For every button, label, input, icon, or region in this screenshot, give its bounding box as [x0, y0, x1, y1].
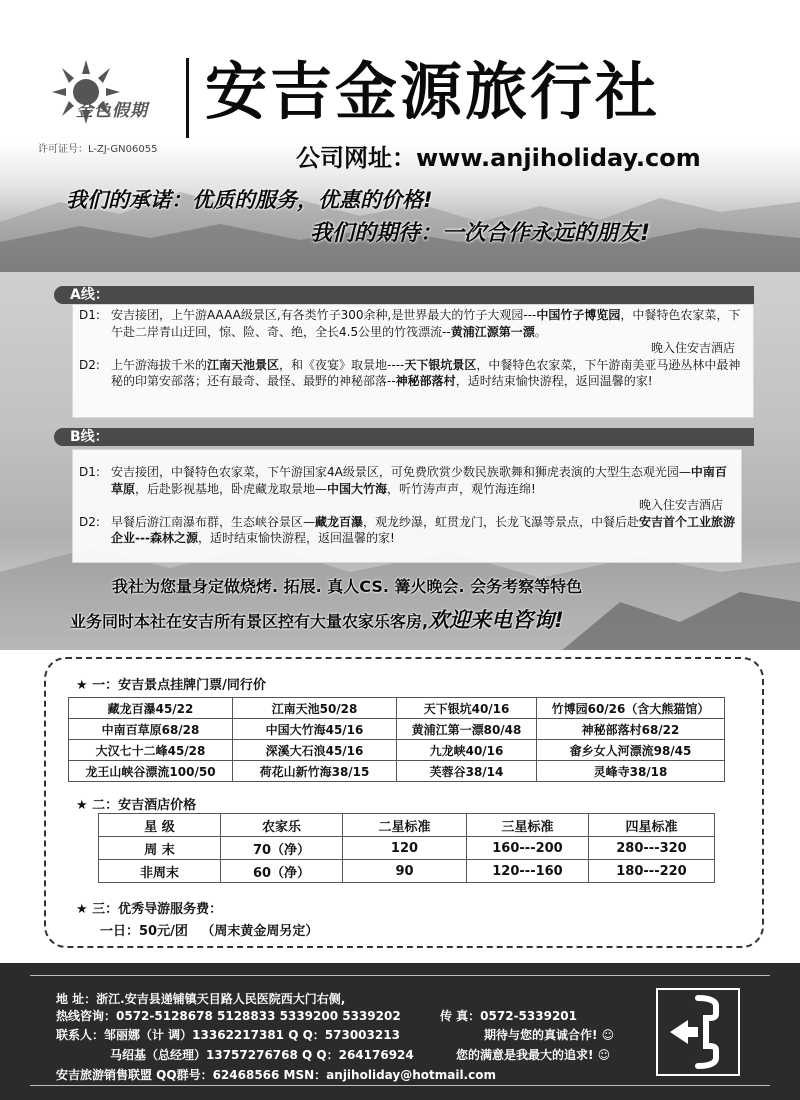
footer-rule-bottom [30, 1085, 770, 1086]
day-description: 上午游海拔千米的江南天池景区，和《夜宴》取景地----天下银坑景区，中餐特色农家菜，下午游南美亚马逊丛林中最神秘的印第安部落；还有最奇、最怪、最野的神秘部落--神秘部落村，适时结束愉快游程，返回温馨的家! [111, 357, 741, 388]
ticket-cell: 灵峰寺38/18 [537, 761, 725, 782]
table-row [69, 719, 725, 740]
ticket-cell: 江南天池50/28 [233, 698, 397, 719]
hotel-cell: 70（净） [221, 837, 343, 860]
day-description: 早餐后游江南瀑布群，生态峡谷景区—藏龙百瀑，观龙纱瀑，虹贯龙门，长龙飞瀑等景点，中餐后赴安吉首个工业旅游企业---森林之源，适时结束愉快游程，返回温馨的家! [111, 514, 736, 545]
phone-handset-icon [658, 990, 738, 1074]
table-row [99, 860, 715, 883]
hotel-cell: 180---220 [589, 860, 715, 883]
ticket-cell: 中南百草原68/28 [69, 719, 233, 740]
ticket-cell: 深溪大石浪45/16 [233, 740, 397, 761]
day-label: D2: [79, 514, 100, 529]
ticket-price-table [68, 697, 725, 782]
footer-hotline: 热线咨询：0572-5128678 5128833 5339200 5339202 [56, 1009, 401, 1023]
ticket-cell: 天下银坑40/16 [397, 698, 537, 719]
ticket-cell: 竹博园60/26（含大熊猫馆） [537, 698, 725, 719]
hotel-cell: 120---160 [467, 860, 589, 883]
ticket-cell: 神秘部落村68/22 [537, 719, 725, 740]
route-b-tab: B线： [54, 428, 754, 446]
footer-fax: 传 真：0572-5339201 [440, 1009, 578, 1023]
column-header: 四星标准 [589, 814, 715, 837]
hotel-cell: 60（净） [221, 860, 343, 883]
logo-text: 金色假期 [76, 101, 148, 121]
day-description: 安吉接团，上午游AAAA级景区,有各类竹子300余种,是世界最大的竹子大观园---中国竹子博览园，中餐特色农家菜，下午赴二岸青山迂回，惊、险、奇、绝，全长4.5公里的竹筏漂流--黄浦江源第一漂。 [111, 308, 741, 339]
slogan-expectation: 我们的期待：一次合作永远的朋友! [310, 221, 651, 246]
ticket-cell: 荷花山新竹海38/15 [233, 761, 397, 782]
company-name: 安吉金源旅行社 [205, 55, 661, 128]
day-label: D1: [79, 465, 100, 479]
table-header-row [99, 814, 715, 837]
footer-contact-1-message: 期待与您的真诚合作! ☺ [484, 1028, 615, 1042]
hotel-cell: 周 末 [99, 837, 221, 860]
route-a-panel [72, 304, 754, 418]
hotel-cell: 非周末 [99, 860, 221, 883]
footer-contact-1: 联系人：邹丽娜（计 调）13362217381 Q Q：573003213 [56, 1028, 400, 1042]
table-row [69, 698, 725, 719]
table-row [69, 740, 725, 761]
license-number: 许可证号：L-ZJ-GN06055 [38, 144, 158, 155]
ticket-cell: 大汉七十二峰45/28 [69, 740, 233, 761]
route-b-panel [72, 449, 742, 563]
route-a-tab: A线： [54, 286, 754, 304]
hotel-price-table [98, 813, 715, 883]
promo-services: 我社为您量身定做烧烤. 拓展. 真人CS. 篝火晚会. 会务考察等特色 [112, 577, 583, 596]
column-header: 农家乐 [221, 814, 343, 837]
ticket-cell: 芙蓉谷38/14 [397, 761, 537, 782]
slogan-promise: 我们的承诺：优质的服务，优惠的价格! [66, 188, 433, 212]
footer-contact-2: 马绍基（总经理）13757276768 Q Q：264176924 [110, 1048, 414, 1062]
route-a-day1 [79, 307, 749, 340]
day-label: D1: [79, 308, 100, 322]
tickets-title: ★ 一：安吉景点挂牌门票/同行价 [76, 678, 266, 693]
ticket-cell: 中国大竹海45/16 [233, 719, 397, 740]
route-b-day1 [79, 464, 737, 497]
guide-fee: 一日：50元/团 （周末黄金周另定） [100, 924, 319, 939]
day-label: D2: [79, 357, 100, 372]
table-row [99, 837, 715, 860]
column-header: 星 级 [99, 814, 221, 837]
day-description: 安吉接团，中餐特色农家菜，下午游国家4A级景区，可免费欣赏少数民族歌舞和狮虎表演的大型生态观光园—中南百草原，后赴影视基地，卧虎藏龙取景地—中国大竹海，听竹涛声声，观竹海连绵! [111, 465, 727, 496]
hotel-cell: 120 [343, 837, 467, 860]
ticket-cell: 黄浦江第一漂80/48 [397, 719, 537, 740]
footer-contact-2-message: 您的满意是我最大的追求! ☺ [456, 1048, 611, 1062]
company-website: 公司网址：www.anjiholiday.com [296, 144, 701, 172]
ticket-cell: 九龙峡40/16 [397, 740, 537, 761]
guide-title: ★ 三：优秀导游服务费： [76, 902, 223, 917]
hotel-cell: 160---200 [467, 837, 589, 860]
hotel-cell: 90 [343, 860, 467, 883]
ticket-cell: 藏龙百瀑45/22 [69, 698, 233, 719]
header-banner [0, 0, 800, 272]
route-a-day2 [79, 357, 749, 390]
day-hotel-note: 晚入住安吉酒店 [638, 498, 723, 512]
ticket-cell: 畲乡女人河漂流98/45 [537, 740, 725, 761]
footer-address: 地 址：浙江.安吉县递铺镇天目路人民医院西大门右侧, [56, 992, 346, 1006]
guide-fee-note: （周末黄金周另定） [201, 924, 319, 939]
footer-rule-top [30, 975, 770, 976]
column-header: 三星标准 [467, 814, 589, 837]
hotels-title: ★ 二：安吉酒店价格 [76, 798, 197, 813]
promo-farmhouse: 业务同时本社在安吉所有景区控有大量农家乐客房,欢迎来电咨询! [70, 608, 564, 632]
ticket-cell: 龙王山峡谷漂流100/50 [69, 761, 233, 782]
phone-icon [656, 988, 740, 1076]
hotel-cell: 280---320 [589, 837, 715, 860]
footer-alliance: 安吉旅游销售联盟 QQ群号：62468566 MSN：anjiholiday@hotmail.com [56, 1068, 496, 1082]
day-hotel-note: 晚入住安吉酒店 [650, 341, 735, 355]
table-row [69, 761, 725, 782]
divider [186, 58, 189, 138]
promo-call-us: 欢迎来电咨询! [428, 608, 564, 632]
column-header: 二星标准 [343, 814, 467, 837]
route-b-day2 [79, 514, 737, 547]
